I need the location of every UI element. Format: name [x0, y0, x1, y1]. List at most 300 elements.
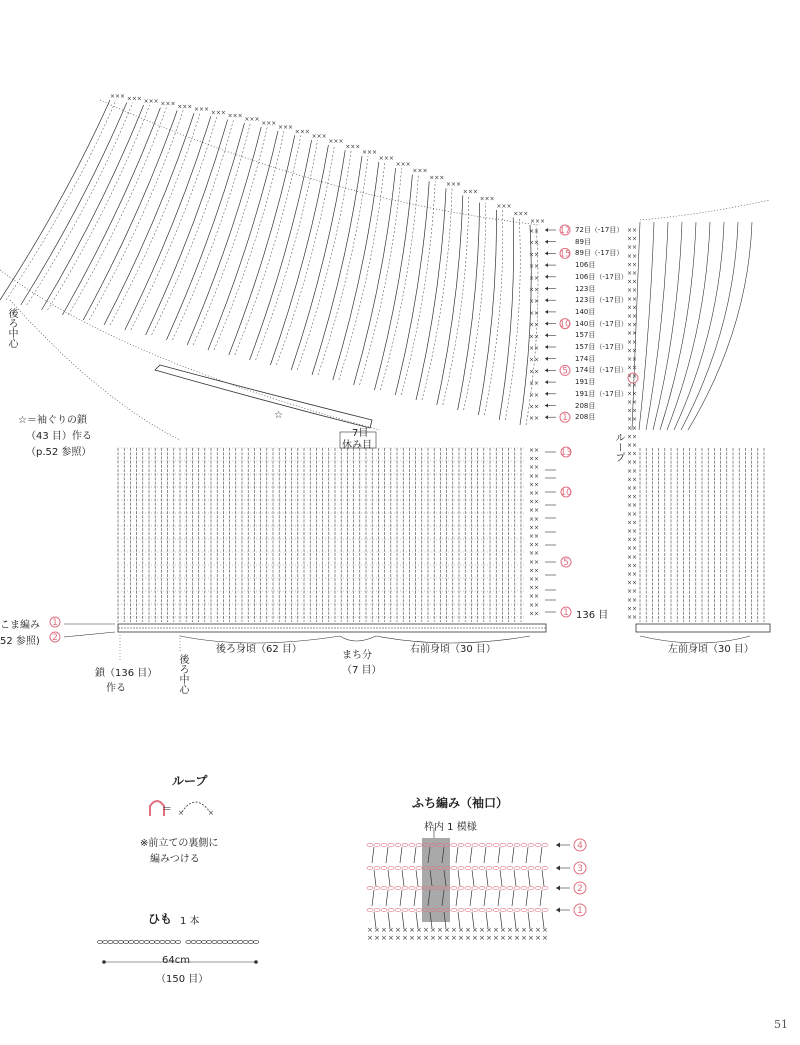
- left-front-edge-stitch: ××: [627, 330, 638, 338]
- edging-chain: [528, 843, 534, 846]
- body-edge-stitch: ××: [529, 455, 540, 463]
- svg-text:×××: ×××: [496, 203, 512, 211]
- cord-chain-link: [155, 941, 160, 944]
- yoke-edge-stitch: ××: [529, 309, 540, 317]
- svg-text:17: 17: [559, 226, 571, 236]
- edging-chain: [451, 886, 457, 889]
- edging-chain: [528, 866, 534, 869]
- edging-row-number: [574, 862, 586, 874]
- svg-text:2: 2: [52, 633, 58, 643]
- yoke-row-count: 123目: [575, 284, 596, 293]
- svg-text:×××: ×××: [530, 218, 546, 225]
- row-arrowhead: [545, 368, 548, 372]
- edging-base-stitch: ×: [479, 926, 485, 934]
- svg-text:×××: ×××: [513, 210, 529, 218]
- edging-base-stitch: ×: [395, 926, 401, 934]
- edging-chain: [479, 886, 485, 889]
- cord-chain-link: [123, 941, 128, 944]
- body-row-number: [560, 487, 572, 498]
- edging-stitch: [456, 847, 458, 863]
- yoke-stitch-column: [291, 143, 360, 370]
- body-edge-stitch: ××: [529, 481, 540, 489]
- edging-stitch: [470, 847, 472, 863]
- loop-chain-icon: [182, 802, 210, 812]
- body-edge-stitch: ××: [529, 610, 540, 618]
- edging-base-stitch: ×: [514, 926, 520, 934]
- yoke-edge-stitch: ××: [529, 239, 540, 247]
- svg-text:×××: ×××: [227, 112, 243, 120]
- left-front-edge-stitch: ××: [627, 545, 638, 553]
- yoke-stitch-column: [437, 188, 478, 405]
- edging-chain: [451, 908, 457, 911]
- svg-text:×××: ×××: [328, 138, 344, 146]
- row-arrowhead: [545, 310, 548, 314]
- edging-base-stitch: ×: [451, 934, 457, 942]
- yoke-stitch-column: [42, 98, 159, 310]
- yoke-stitch-column: [333, 155, 394, 380]
- svg-text:10: 10: [559, 319, 571, 330]
- row-arrowhead: [545, 228, 548, 232]
- cord-chain-link: [233, 941, 238, 944]
- row-number-circle: [559, 248, 570, 259]
- edging-stitch: [400, 847, 402, 863]
- cord-chain-link: [238, 941, 243, 944]
- edging-chain: [472, 866, 478, 869]
- edging-base-stitch: ×: [381, 934, 387, 942]
- edging-chain: [528, 908, 534, 911]
- cord-title: ひも: [148, 912, 173, 926]
- svg-text:5: 5: [562, 366, 568, 377]
- row-arrowhead: [545, 275, 548, 279]
- cord-chain-link: [207, 941, 212, 944]
- body-edge-stitch: ××: [529, 507, 540, 515]
- svg-text:1: 1: [562, 413, 568, 424]
- left-front-edge-stitch: ××: [627, 485, 638, 492]
- cord-chain-link: [175, 941, 180, 944]
- body-edge-stitch: ××: [529, 524, 540, 532]
- edging-chain: [486, 843, 492, 846]
- cord-chain-link: [118, 941, 123, 944]
- cord-length: 64cm: [162, 955, 190, 966]
- edging-chain: [472, 908, 478, 911]
- edging-stitch: [514, 870, 516, 886]
- right-front-label: 右前身頃（30 目）: [410, 644, 496, 655]
- edging-chain: [458, 886, 464, 889]
- yoke-outer-arc: [100, 100, 540, 225]
- armhole-note-line2: （43 目）作る: [26, 431, 92, 442]
- edging-chain: [493, 908, 499, 911]
- body-edge-stitch: ××: [529, 550, 540, 558]
- cord-chain-link: [113, 941, 118, 944]
- yoke-row-count: 106目: [575, 261, 596, 270]
- left-front-edge-stitch: ××: [627, 562, 638, 570]
- edging-base-stitch: ×: [437, 934, 443, 942]
- edging-base-stitch: ×: [374, 926, 380, 934]
- edging-chain: [486, 886, 492, 889]
- yoke-edge-stitch: ××: [529, 251, 540, 259]
- edging-chain: [542, 843, 548, 846]
- edging-chain: [374, 866, 380, 869]
- cord-chain-link: [243, 941, 248, 944]
- edging-title: ふち編み（袖口）: [412, 796, 509, 810]
- row-arrowhead: [545, 345, 548, 349]
- edging-chain: [409, 866, 415, 869]
- left-front-edge-stitch: ××: [627, 442, 638, 449]
- yoke-stitch-column: [250, 133, 327, 360]
- edging-repeat-label: 枠内 1 模様: [424, 822, 477, 833]
- edging-chain: [472, 886, 478, 889]
- cord-chain-link: [248, 941, 253, 944]
- yoke-stitch-column: [146, 113, 243, 335]
- edging-chain: [402, 866, 408, 869]
- edging-chain: [416, 843, 422, 846]
- edging-stitch: [386, 890, 388, 906]
- cord-chain-link: [97, 941, 102, 944]
- edging-chain: [416, 886, 422, 889]
- left-front-edge-stitch: ××: [627, 356, 638, 363]
- svg-text:13: 13: [560, 448, 572, 458]
- left-front-label: 左前身頃（30 目）: [668, 644, 754, 655]
- edging-chain: [535, 908, 541, 911]
- cord-length-end: [254, 960, 258, 964]
- left-front-edge-stitch: ××: [627, 588, 638, 596]
- yoke-row-count: 157目（-17目）: [575, 343, 628, 351]
- loop-note-line1: ※前立ての裏側に: [140, 838, 219, 849]
- edging-base-stitch: ×: [444, 926, 450, 934]
- edging-base-stitch: ×: [535, 926, 541, 934]
- cord-count: 1 本: [180, 916, 200, 927]
- cord-chain-link: [170, 941, 175, 944]
- edging-chain: [395, 866, 401, 869]
- body-edge-stitch: ××: [529, 472, 540, 480]
- single-crochet-note-2: 52 参照): [0, 636, 40, 647]
- left-front-edge-stitch: ××: [627, 407, 638, 415]
- left-front-edge-stitch: ××: [627, 510, 638, 518]
- edging-chain: [465, 866, 471, 869]
- yoke-stitch-column: [187, 120, 276, 345]
- edging-chain: [500, 843, 506, 846]
- edging-base-stitch: ×: [409, 934, 415, 942]
- edging-base-stitch: ×: [367, 934, 373, 942]
- yoke-inner-arc-1: [0, 270, 380, 430]
- svg-text:×××: ×××: [311, 133, 327, 141]
- edging-base-stitch: ×: [423, 934, 429, 942]
- yoke-row-count: 191目: [575, 378, 596, 387]
- cord-length-end: [102, 960, 106, 964]
- cord-chain-link: [217, 941, 222, 944]
- edging-chain: [479, 866, 485, 869]
- edging-chain: [507, 866, 513, 869]
- row-arrowhead: [545, 322, 548, 326]
- loop-vertical-label: ループ: [613, 432, 624, 462]
- edging-chain: [458, 908, 464, 911]
- body-edge-stitch: ××: [529, 584, 540, 592]
- row-number-circle: [560, 365, 570, 376]
- yoke-row-count: 191目（-17目）: [575, 389, 628, 398]
- yoke-stitch-column: [458, 196, 495, 410]
- yoke-row-count: 106目（-17目）: [575, 272, 628, 281]
- edging-row-arrowhead: [556, 843, 560, 848]
- edging-base-stitch: ×: [521, 934, 527, 942]
- edging-row-number: [574, 882, 586, 894]
- body-edge-stitch: ××: [529, 558, 540, 566]
- edging-chain: [451, 866, 457, 869]
- svg-text:3: 3: [577, 864, 583, 874]
- left-front-edge-stitch: ××: [627, 519, 638, 527]
- left-front-yoke-column: [653, 222, 682, 430]
- yoke-row-count: 208目: [575, 413, 596, 422]
- edging-chain: [374, 908, 380, 911]
- edging-base-stitch: ×: [451, 926, 457, 934]
- left-front-edge-stitch: ××: [627, 390, 638, 398]
- row-arrowhead: [545, 287, 548, 291]
- left-front-edge-stitch: ××: [627, 416, 638, 424]
- edging-chain: [458, 866, 464, 869]
- row-number-circle: [560, 412, 570, 423]
- cord-chain-link: [227, 941, 232, 944]
- yoke-row-count: 140目（-17目）: [575, 319, 628, 328]
- left-front-edge-stitch: ××: [627, 399, 638, 406]
- left-front-edge-stitch: ××: [627, 287, 638, 295]
- svg-text:×××: ×××: [429, 174, 445, 182]
- yoke-edge-stitch: ××: [529, 298, 540, 306]
- edging-stitch: [374, 870, 376, 886]
- left-front-edge-stitch: ××: [627, 235, 638, 243]
- yoke-stitch-column: [374, 168, 427, 390]
- edging-stitch: [498, 847, 500, 863]
- body-row-number: [561, 607, 571, 618]
- side-row-number: [50, 617, 60, 628]
- edging-chain: [402, 908, 408, 911]
- yoke-stitch-column: [478, 203, 511, 415]
- yoke-stitch-column: [416, 181, 461, 400]
- left-front-edge-stitch: ××: [627, 579, 638, 587]
- svg-text:×××: ×××: [194, 106, 210, 114]
- cord-chain-link: [222, 941, 227, 944]
- row-arrowhead: [545, 392, 548, 396]
- loop-equals: ＝: [162, 804, 172, 815]
- edging-chain: [395, 908, 401, 911]
- edging-base-stitch: ×: [493, 934, 499, 942]
- row-arrowhead: [545, 263, 548, 267]
- svg-text:×××: ×××: [479, 195, 495, 203]
- cord-chain-link: [139, 941, 144, 944]
- edging-row-number: [574, 904, 586, 916]
- edging-chain: [521, 908, 527, 911]
- yoke-edge-stitch: ××: [529, 321, 540, 329]
- edging-base-stitch: ×: [528, 934, 534, 942]
- edging-stitch: [540, 847, 542, 863]
- edging-base-stitch: ×: [458, 934, 464, 942]
- edging-stitch: [386, 847, 388, 863]
- left-front-edge-stitch: ××: [627, 313, 638, 320]
- edging-chain: [395, 886, 401, 889]
- yoke-stitch-column: [104, 106, 209, 325]
- cord-chain-link: [253, 941, 258, 944]
- rest-stitch-label-2: 休み目: [342, 440, 372, 451]
- yoke-chart: [0, 93, 571, 448]
- chain-start-label-1: 鎖（136 目）: [95, 668, 158, 679]
- yoke-stitch-column: [354, 161, 411, 385]
- yoke-edge-stitch: ××: [529, 286, 540, 294]
- edging-chart: [367, 828, 586, 942]
- body-edge-stitch: ××: [529, 447, 540, 454]
- svg-text:1: 1: [577, 906, 583, 916]
- left-front-edge-stitch: ××: [627, 536, 638, 544]
- side-arrow: [64, 632, 115, 637]
- body-row-number: [561, 557, 571, 568]
- edging-chain: [409, 908, 415, 911]
- svg-text:4: 4: [577, 841, 583, 851]
- edging-chain: [381, 843, 387, 846]
- yoke-edge-stitch: ××: [529, 228, 540, 235]
- edging-base-stitch: ×: [423, 926, 429, 934]
- edging-stitch: [472, 870, 474, 886]
- body-row1-count: 136 目: [576, 610, 609, 621]
- yoke-row-count: 157目: [575, 331, 596, 340]
- yoke-stitch-column: [270, 138, 343, 365]
- edging-base-stitch: ×: [472, 926, 478, 934]
- cord-chain-link: [144, 941, 149, 944]
- edging-base-stitch: ×: [542, 934, 548, 942]
- row-number-circle: [559, 319, 571, 330]
- gusset-label-2: （7 目）: [342, 665, 382, 676]
- row-arrowhead: [545, 240, 548, 244]
- edging-base-stitch: ×: [367, 926, 373, 934]
- left-front-edge-stitch: ××: [627, 502, 638, 510]
- loop-x-mark: ×: [208, 809, 214, 817]
- row-arrowhead: [545, 357, 548, 361]
- svg-text:×××: ×××: [362, 148, 378, 156]
- edging-chain: [514, 886, 520, 889]
- edging-base-stitch: ×: [507, 934, 513, 942]
- edging-base-stitch: ×: [500, 934, 506, 942]
- edging-chain: [486, 908, 492, 911]
- edging-chain: [388, 886, 394, 889]
- edging-chain: [465, 886, 471, 889]
- svg-text:×××: ×××: [126, 95, 142, 103]
- cord-chain-link: [191, 941, 196, 944]
- edging-chain: [479, 908, 485, 911]
- svg-text:×××: ×××: [210, 109, 226, 117]
- edging-chain: [521, 866, 527, 869]
- left-front-edge-stitch: ××: [627, 304, 638, 312]
- cord-chain-link: [108, 941, 113, 944]
- left-front-edge-stitch: ××: [627, 528, 638, 535]
- edging-base-stitch: ×: [514, 934, 520, 942]
- svg-text:×××: ×××: [446, 181, 462, 189]
- body-edge-stitch: ××: [529, 533, 540, 540]
- edging-chain: [458, 843, 464, 846]
- left-front-edge-stitch: ××: [627, 571, 638, 578]
- edging-base-stitch: ×: [416, 934, 422, 942]
- edging-row-arrowhead: [556, 886, 560, 891]
- diagram-annotations: [150, 801, 214, 817]
- edging-chain: [514, 908, 520, 911]
- edging-chain: [514, 843, 520, 846]
- edging-chain: [388, 908, 394, 911]
- svg-text:5: 5: [563, 558, 569, 568]
- edging-stitch: [402, 870, 404, 886]
- edging-chain: [367, 843, 373, 846]
- cord-chain-link: [186, 941, 191, 944]
- loop-note-line2: 編みつける: [150, 854, 200, 865]
- edging-chain: [395, 843, 401, 846]
- edging-stitch: [414, 847, 416, 863]
- yoke-stitch-column: [208, 124, 293, 350]
- cord-chain-link: [134, 941, 139, 944]
- left-front-yoke-column: [667, 222, 710, 430]
- left-front-edge-stitch: ××: [627, 596, 638, 604]
- edging-chain: [388, 843, 394, 846]
- svg-text:×××: ×××: [278, 123, 294, 131]
- body-chart: [50, 447, 572, 660]
- edging-chain: [472, 843, 478, 846]
- page-number: 51: [774, 1018, 788, 1031]
- side-row-number: [50, 632, 60, 643]
- edging-chain: [402, 886, 408, 889]
- body-edge-stitch: ××: [529, 601, 540, 609]
- left-front-edge-stitch: ××: [627, 338, 638, 346]
- yoke-stitch-column: [499, 210, 528, 420]
- left-front-yoke-column: [646, 222, 668, 430]
- edging-stitch: [540, 890, 542, 906]
- yoke-row-count: 123目（-17目）: [575, 296, 628, 305]
- edging-chain: [542, 908, 548, 911]
- left-front-edge-stitch: ××: [627, 493, 638, 501]
- row-arrowhead: [545, 333, 548, 337]
- edging-stitch: [500, 870, 502, 886]
- cord-chain-link: [196, 941, 201, 944]
- edging-chain: [465, 843, 471, 846]
- svg-text:×××: ×××: [412, 167, 428, 175]
- svg-text:×××: ×××: [294, 128, 310, 136]
- edging-stitch: [456, 890, 458, 906]
- edging-chain: [416, 908, 422, 911]
- left-front-edge-stitch: ××: [627, 347, 638, 355]
- yoke-edge-stitch: ××: [529, 356, 540, 364]
- edging-base-stitch: ×: [479, 934, 485, 942]
- cord-chain-link: [165, 941, 170, 944]
- edging-chain: [500, 866, 506, 869]
- row-arrowhead: [545, 404, 548, 408]
- svg-text:×××: ×××: [261, 119, 277, 127]
- edging-base-stitch: ×: [416, 926, 422, 934]
- yoke-edge-stitch: ××: [529, 345, 540, 352]
- edging-chain: [493, 866, 499, 869]
- cord-chain-link: [212, 941, 217, 944]
- body-edge-stitch: ××: [529, 490, 540, 497]
- edging-base-stitch: ×: [542, 926, 548, 934]
- edging-stitch: [528, 870, 530, 886]
- edging-stitch: [414, 890, 416, 906]
- svg-text:×××: ×××: [395, 161, 411, 169]
- edging-base-stitch: ×: [493, 926, 499, 934]
- armhole-note-line3: （p.52 参照）: [26, 447, 92, 458]
- yoke-stitch-column: [0, 93, 125, 300]
- edging-stitch: [372, 890, 374, 906]
- edging-base-stitch: ×: [507, 926, 513, 934]
- yoke-stitch-column: [166, 116, 259, 340]
- yoke-stitch-column: [229, 128, 310, 355]
- edging-chain: [374, 886, 380, 889]
- left-front-edge-stitch: ××: [627, 244, 638, 252]
- left-front-edge-stitch: ××: [627, 295, 638, 303]
- edging-chain: [500, 908, 506, 911]
- edging-base-stitch: ×: [402, 926, 408, 934]
- edging-stitch: [400, 890, 402, 906]
- gusset-label-1: まち分: [342, 650, 372, 661]
